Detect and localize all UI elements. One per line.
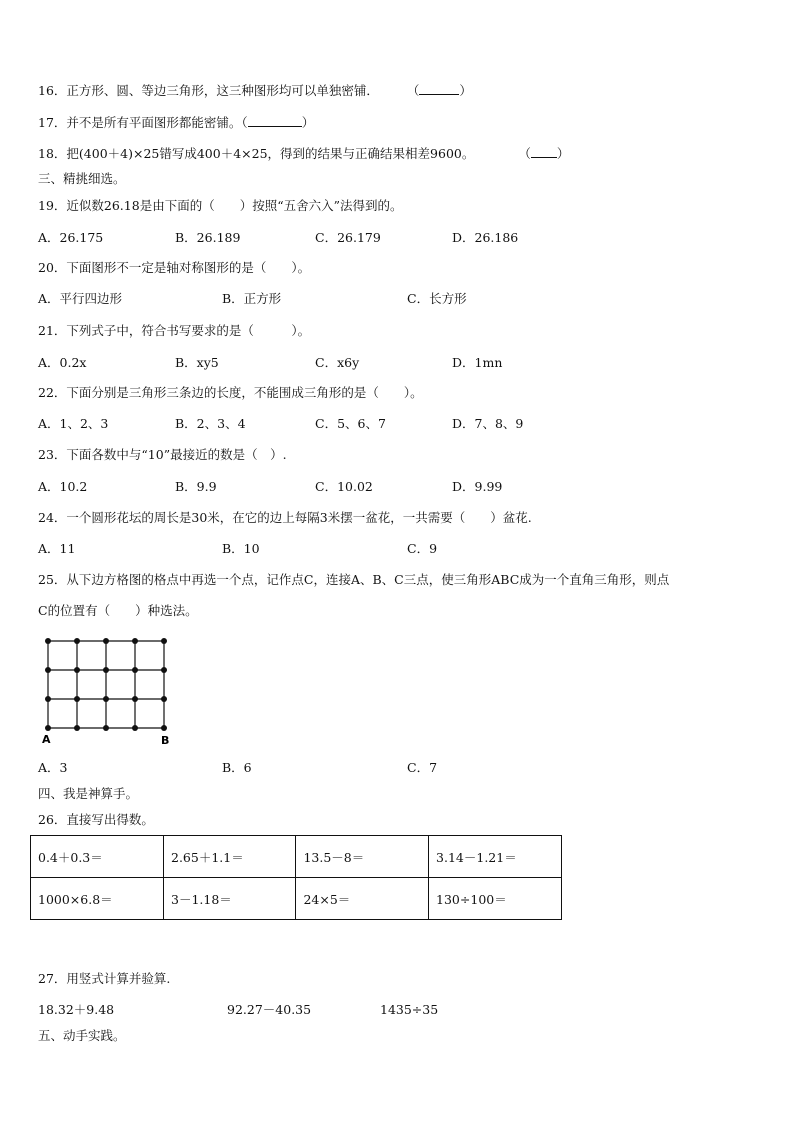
question-17-paren-close: ） xyxy=(301,115,315,130)
question-27-text: 27．用竖式计算并验算. xyxy=(38,971,171,986)
section-5-heading: 五、动手实践。 xyxy=(38,1028,126,1043)
option-25-a[interactable]: A．3 xyxy=(38,760,68,775)
table-cell[interactable]: 3.14－1.21＝ xyxy=(429,836,562,878)
question-16-paren-close: ） xyxy=(459,83,472,98)
section-3-heading: 三、精挑细选。 xyxy=(38,171,126,186)
grid-point[interactable] xyxy=(45,725,51,731)
option-21-d[interactable]: D．1mn xyxy=(452,355,503,370)
option-20-c[interactable]: C．长方形 xyxy=(407,291,467,306)
grid-point[interactable] xyxy=(161,725,167,731)
question-24-text: 24．一个圆形花坛的周长是30米，在它的边上每隔3米摆一盆花，一共需要（ ）盆花. xyxy=(38,510,532,525)
table-row xyxy=(31,878,562,920)
grid-point[interactable] xyxy=(74,725,80,731)
grid-point[interactable] xyxy=(45,638,51,644)
grid-point[interactable] xyxy=(103,725,109,731)
question-19-text: 19．近似数26.18是由下面的（ ）按照“五舍六入”法得到的。 xyxy=(38,198,403,213)
question-18-paren-open: （ xyxy=(518,146,531,161)
table-cell[interactable]: 24×5＝ xyxy=(296,878,429,920)
table-cell[interactable]: 2.65＋1.1＝ xyxy=(164,836,296,878)
option-22-d[interactable]: D．7、8、9 xyxy=(452,416,524,431)
point-label-b: B xyxy=(161,734,170,747)
option-19-a[interactable]: A．26.175 xyxy=(38,230,104,245)
table-cell[interactable]: 130÷100＝ xyxy=(429,878,562,920)
question-21-text: 21．下列式子中，符合书写要求的是（ ）。 xyxy=(38,323,311,338)
grid-point[interactable] xyxy=(103,667,109,673)
grid-point[interactable] xyxy=(45,667,51,673)
grid-point[interactable] xyxy=(161,696,167,702)
question-16-text: 16．正方形、圆、等边三角形，这三种图形均可以单独密铺． xyxy=(38,83,379,98)
option-19-c[interactable]: C．26.179 xyxy=(315,230,381,245)
grid-point[interactable] xyxy=(132,667,138,673)
question-17-paren-open: （ xyxy=(241,115,248,130)
option-25-c[interactable]: C．7 xyxy=(407,760,438,775)
option-24-a[interactable]: A．11 xyxy=(38,541,76,556)
option-21-b[interactable]: B．xy5 xyxy=(175,355,219,370)
grid-point[interactable] xyxy=(103,638,109,644)
question-23-text: 23．下面各数中与“10”最接近的数是（ ）. xyxy=(38,447,287,462)
option-22-c[interactable]: C．5、6、7 xyxy=(315,416,386,431)
mental-math-table xyxy=(30,835,562,920)
answer-blank-18[interactable] xyxy=(531,146,557,158)
point-label-a: A xyxy=(42,733,51,746)
grid-point[interactable] xyxy=(132,638,138,644)
option-22-b[interactable]: B．2、3、4 xyxy=(175,416,246,431)
table-cell[interactable]: 13.5－8＝ xyxy=(296,836,429,878)
option-24-b[interactable]: B．10 xyxy=(222,541,260,556)
grid-lines xyxy=(48,641,164,728)
question-17-text: 17．并不是所有平面图形都能密铺。 xyxy=(38,115,242,130)
question-25-line-2: C的位置有（ ）种选法。 xyxy=(38,603,198,618)
grid-point[interactable] xyxy=(161,638,167,644)
table-cell[interactable]: 3－1.18＝ xyxy=(164,878,296,920)
question-18-paren-close: ） xyxy=(556,146,570,161)
grid-point[interactable] xyxy=(45,696,51,702)
question-18-text: 18．把(400＋4)×25错写成400＋4×25，得到的结果与正确结果相差9600。 xyxy=(38,146,475,161)
question-18 xyxy=(38,146,569,162)
table-cell[interactable]: 1000×6.8＝ xyxy=(31,878,164,920)
option-20-a[interactable]: A．平行四边形 xyxy=(38,291,123,306)
grid-point[interactable] xyxy=(74,667,80,673)
question-16-paren-open: （ xyxy=(406,83,420,98)
option-23-b[interactable]: B．9.9 xyxy=(175,479,217,494)
answer-blank-16[interactable] xyxy=(419,83,459,95)
table-row xyxy=(31,836,562,878)
answer-blank-17[interactable] xyxy=(248,115,302,127)
grid-point[interactable] xyxy=(161,667,167,673)
option-24-c[interactable]: C．9 xyxy=(407,541,438,556)
option-25-b[interactable]: B．6 xyxy=(222,760,252,775)
question-17 xyxy=(38,115,314,131)
calc-item-2[interactable]: 92.27－40.35 xyxy=(227,1002,312,1017)
question-16 xyxy=(38,83,472,99)
option-23-a[interactable]: A．10.2 xyxy=(38,479,88,494)
question-25-line-1: 25．从下边方格图的格点中再选一个点，记作点C，连接A、B、C三点，使三角形ABC成为一个直角三角形，则点 xyxy=(38,572,670,587)
question-26-text: 26．直接写出得数。 xyxy=(38,812,154,827)
calc-item-3[interactable]: 1435÷35 xyxy=(380,1002,439,1017)
grid-point[interactable] xyxy=(74,638,80,644)
grid-point[interactable] xyxy=(103,696,109,702)
option-23-c[interactable]: C．10.02 xyxy=(315,479,373,494)
lattice-grid-figure xyxy=(38,632,178,748)
grid-point[interactable] xyxy=(74,696,80,702)
option-21-c[interactable]: C．x6y xyxy=(315,355,360,370)
option-20-b[interactable]: B．正方形 xyxy=(222,291,282,306)
grid-point[interactable] xyxy=(132,725,138,731)
option-23-d[interactable]: D．9.99 xyxy=(452,479,503,494)
question-22-text: 22．下面分别是三角形三条边的长度，不能围成三角形的是（ ）。 xyxy=(38,385,423,400)
grid-point[interactable] xyxy=(132,696,138,702)
calc-item-1[interactable]: 18.32＋9.48 xyxy=(38,1002,115,1017)
option-21-a[interactable]: A．0.2x xyxy=(38,355,87,370)
table-cell[interactable]: 0.4＋0.3＝ xyxy=(31,836,164,878)
option-19-b[interactable]: B．26.189 xyxy=(175,230,241,245)
option-19-d[interactable]: D．26.186 xyxy=(452,230,519,245)
section-4-heading: 四、我是神算手。 xyxy=(38,786,139,801)
option-22-a[interactable]: A．1、2、3 xyxy=(38,416,109,431)
question-20-text: 20．下面图形不一定是轴对称图形的是（ ）。 xyxy=(38,260,311,275)
